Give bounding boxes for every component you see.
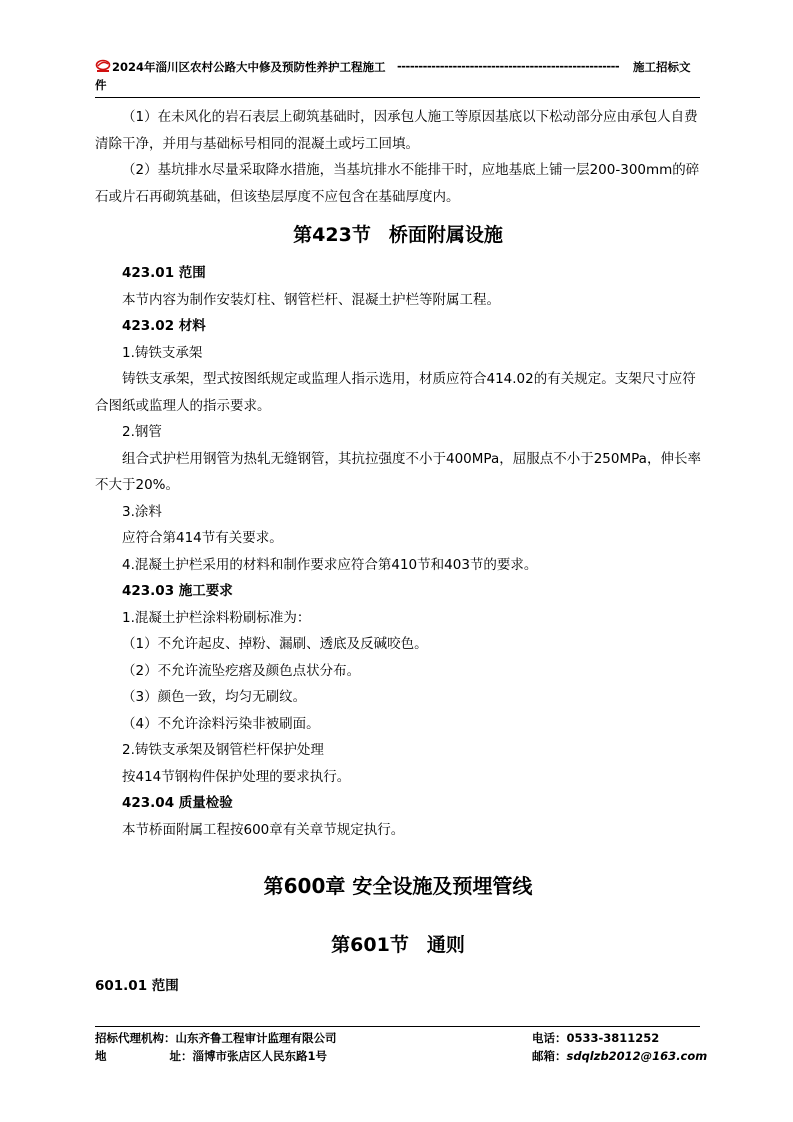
item-3-title: 3.涂料 xyxy=(122,503,162,520)
header-divider xyxy=(95,97,700,98)
requirement-2-title: 2.铸铁支承架及钢管栏杆保护处理 xyxy=(122,742,324,758)
requirement-1-item: （1）不允许起皮、掉粉、漏刷、透底及反碱咬色。 xyxy=(122,636,428,652)
paragraph-423-04: 本节桥面附属工程按600章有关章节规定执行。 xyxy=(122,821,405,838)
section-601-title xyxy=(95,917,701,973)
requirement-1-item: （3）颜色一致，均匀无刷纹。 xyxy=(122,689,307,705)
address-label-b: 址： xyxy=(169,1049,193,1063)
requirement-1-title: 1.混凝土护栏涂料粉刷标准为： xyxy=(122,609,311,626)
email-label: 邮箱： xyxy=(532,1049,567,1063)
item-4: 4.混凝土护栏采用的材料和制作要求应符合第410节和403节的要求。 xyxy=(122,556,538,573)
item-1-text: 铸铁支承架，型式按图纸规定或监理人指示选用，材质应符合414.02的有关规定。支架尺寸应符合图纸或监理人的指示要求。 xyxy=(95,371,696,414)
chapter-600-title: 第600章 安全设施及预埋管线 xyxy=(263,874,533,898)
agency-label: 招标代理机构： xyxy=(95,1031,176,1045)
company-logo-icon xyxy=(95,58,113,72)
item-2-text: 组合式护栏用钢管为热轧无缝钢管，其抗拉强度不小于400MPa，屈服点不小于250MPa，伸长率不大于20%。 xyxy=(95,450,701,493)
agency-name: 山东齐鲁工程审计监理有限公司 xyxy=(175,1031,337,1045)
phone-number: 0533-3811252 xyxy=(566,1031,660,1045)
address-label-a: 地 xyxy=(95,1049,107,1063)
footer-divider xyxy=(95,1026,700,1027)
item-3-text: 应符合第414节有关要求。 xyxy=(122,530,283,546)
section-423-name: 桥面附属设施 xyxy=(388,224,503,246)
page-header xyxy=(95,56,700,96)
heading-423-03: 423.03 施工要求 xyxy=(122,583,233,599)
section-601-name: 通则 xyxy=(426,934,465,956)
heading-423-01: 423.01 范围 xyxy=(122,265,206,281)
section-423-number: 第423节 xyxy=(293,224,371,246)
heading-423-04: 423.04 质量检验 xyxy=(122,795,233,811)
header-doc-type: 施工招标文 xyxy=(633,60,691,74)
requirement-1-item: （2）不允许流坠疙瘩及颜色点状分布。 xyxy=(122,662,361,679)
header-title: 2024年淄川区农村公路大中修及预防性养护工程施工 xyxy=(112,60,386,74)
paragraph-foundation-drainage: （2）基坑排水尽量采取降水措施，当基坑排水不能排干时，应地基底上铺一层200-300mm的碎石或片石再砌筑基础，但该垫层厚度不应包含在基础厚度内。 xyxy=(95,162,700,205)
header-doc-type-wrap: 件 xyxy=(95,78,107,92)
paragraph-foundation-rock: （1）在未风化的岩石表层上砌筑基础时，因承包人施工等原因基底以下松动部分应由承包人自费清除干净，并用与基础标号相同的混凝土或圬工回填。 xyxy=(95,109,698,152)
email: sdqlzb2012@163.com xyxy=(566,1049,708,1063)
phone-label: 电话： xyxy=(532,1031,567,1045)
item-1-title: 1.铸铁支承架 xyxy=(122,344,203,361)
section-423-title xyxy=(95,210,701,260)
item-2-title: 2.钢管 xyxy=(122,424,162,440)
heading-423-02: 423.02 材料 xyxy=(122,318,206,334)
page-footer xyxy=(95,1030,708,1066)
header-dashes: ---------------------------------------------------- xyxy=(397,59,620,73)
requirement-2-text: 按414节钢构件保护处理的要求执行。 xyxy=(122,768,351,785)
paragraph-423-01: 本节内容为制作安装灯柱、钢管栏杆、混凝土护栏等附属工程。 xyxy=(122,291,500,308)
section-601-number: 第601节 xyxy=(331,934,409,956)
heading-601-01: 601.01 范围 xyxy=(95,978,179,994)
document-body xyxy=(95,104,701,1000)
requirement-1-item: （4）不允许涂料污染非被刷面。 xyxy=(122,715,320,732)
address: 淄博市张店区人民东路1号 xyxy=(192,1049,328,1063)
